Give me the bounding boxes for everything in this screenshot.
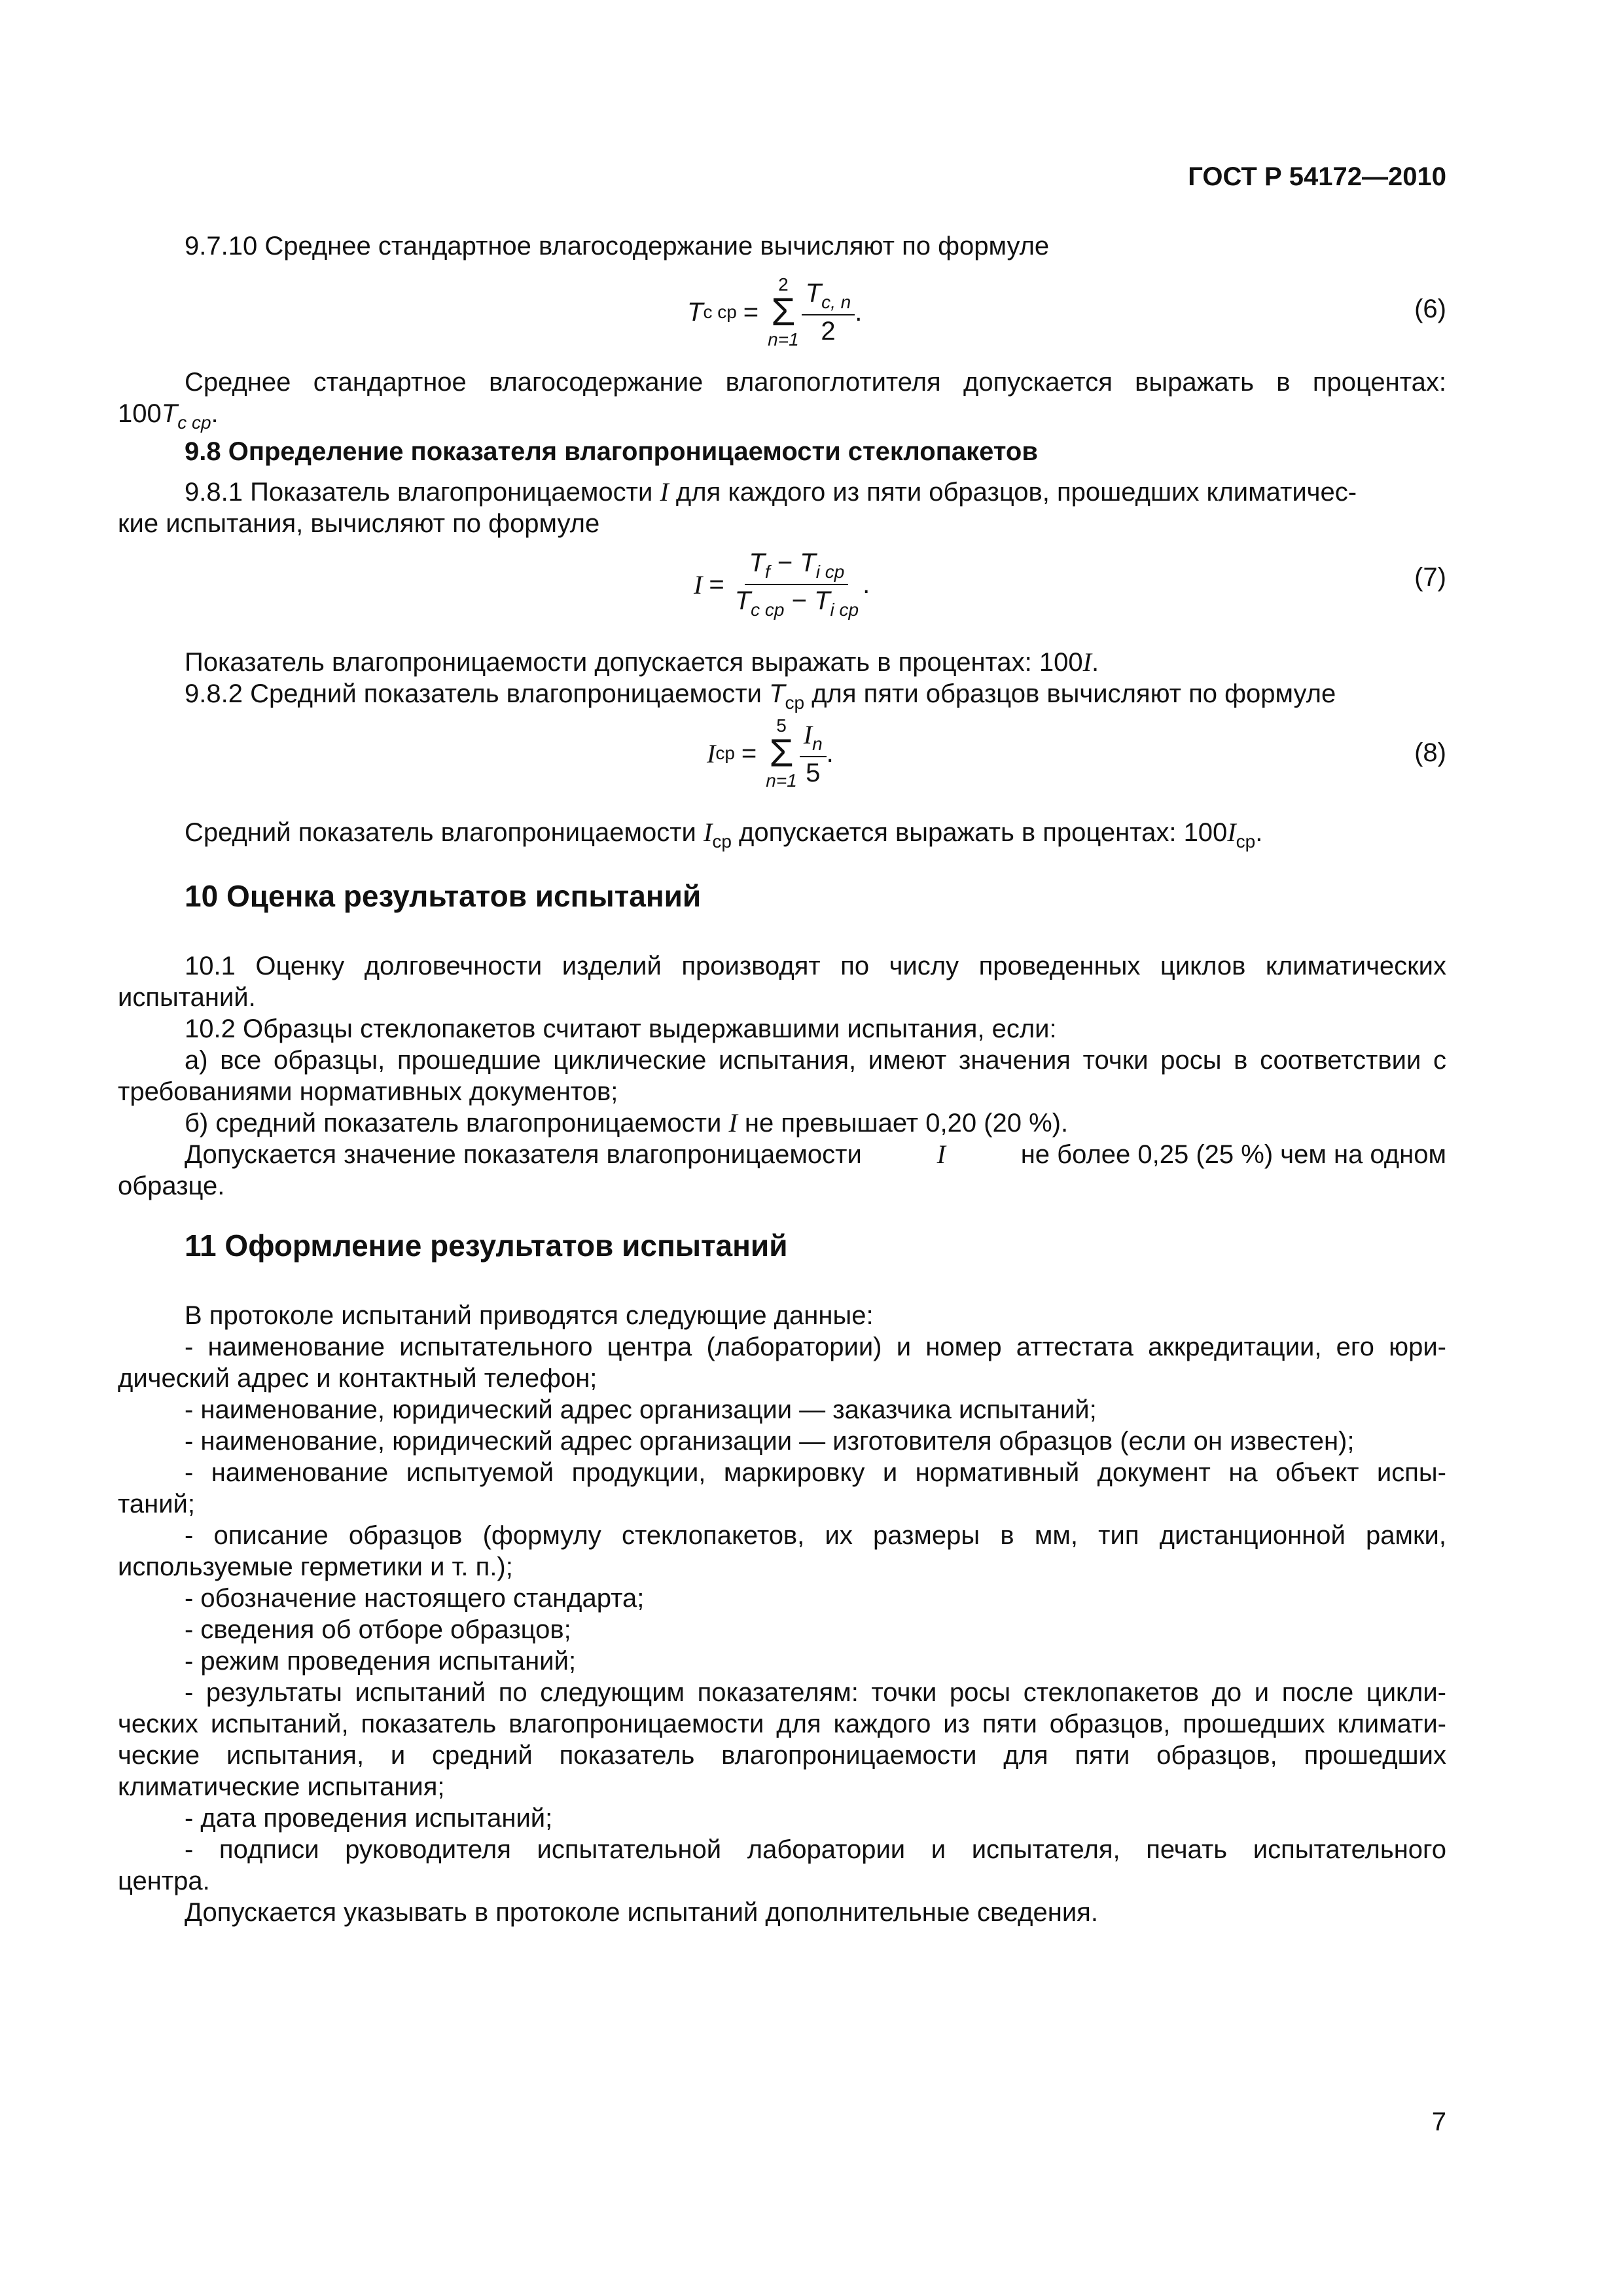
list-line: Допускается указывать в протоколе испытаний дополнительные сведения. bbox=[185, 1898, 1098, 1927]
paragraph-10-1-line2: испытаний. bbox=[118, 983, 256, 1012]
fraction: $\frac{T_f - T_{i ср}}{T_{c ср} - T_{i ср}}$ bbox=[734, 548, 859, 620]
paragraph-9-8-1-line2: кие испытания, вычисляют по формуле bbox=[118, 509, 600, 538]
heading-section-11: 11 Оформление результатов испытаний bbox=[185, 1229, 788, 1263]
paragraph-9-8-2: 9.8.2 Средний показатель влагопроницаемости $T_{ср}$ для пяти образцов вычисляют по формуле bbox=[185, 679, 1336, 713]
heading-section-10: 10 Оценка результатов испытаний bbox=[185, 879, 702, 913]
list-line: - наименование испытательного центра (лаборатории) и номер аттестата аккредитации, его юри- bbox=[185, 1333, 1446, 1361]
paragraph-9-7-10: 9.7.10 Среднее стандартное влагосодержание вычисляют по формуле bbox=[185, 232, 1050, 260]
list-line: климатические испытания; bbox=[118, 1772, 445, 1801]
note-line-1: Среднее стандартное влагосодержание влагопоглотителя допускается выражать в процентах: bbox=[185, 368, 1446, 397]
standard-designation: ГОСТ Р 54172—2010 bbox=[1188, 162, 1446, 191]
paragraph-9-8-percent: Показатель влагопроницаемости допускается выражать в процентах: 100I. bbox=[185, 647, 1099, 677]
paragraph-10-allowed-line1: Допускается значение показателя влагопроницаемости I не более 0,25 (25 %) чем на одном bbox=[185, 1139, 1446, 1169]
list-line: - сведения об отборе образцов; bbox=[185, 1615, 571, 1644]
list-line: ческие испытания, и средний показатель влагопроницаемости для пяти образцов, прошедших bbox=[118, 1741, 1446, 1770]
paragraph-10-allowed-line2: образце. bbox=[118, 1172, 225, 1200]
page-number: 7 bbox=[1431, 2108, 1446, 2136]
list-line: - результаты испытаний по следующим показателям: точки росы стеклопакетов до и после цикли- bbox=[185, 1678, 1446, 1707]
list-line: - режим проведения испытаний; bbox=[185, 1647, 577, 1676]
list-line: центра. bbox=[118, 1867, 210, 1895]
list-line: - наименование испытуемой продукции, маркировку и нормативный документ на объект испы- bbox=[185, 1458, 1446, 1487]
list-line: - наименование, юридический адрес организации — изготовителя образцов (если он известен); bbox=[185, 1427, 1355, 1456]
list-line: ческих испытаний, показатель влагопроницаемости для каждого из пяти образцов, прошедших климати- bbox=[118, 1710, 1446, 1738]
sum-symbol: 5 Σ n=1 bbox=[766, 715, 797, 791]
list-line: В протоколе испытаний приводятся следующие данные: bbox=[185, 1301, 874, 1330]
list-line: используемые герметики и т. п.); bbox=[118, 1552, 513, 1581]
item-a-line2: требованиями нормативных документов; bbox=[118, 1077, 618, 1106]
fraction: $\frac{I_n}{5}$ bbox=[800, 719, 827, 788]
formula-8: I ср = 5 Σ n=1 $\frac{I_n}{5}$ . bbox=[707, 715, 834, 791]
formula-6: T c ср = 2 Σ n=1 $\frac{T_{c, n}}{2}$ . bbox=[687, 274, 863, 350]
item-b: б) средний показатель влагопроницаемости I не превышает 0,20 (20 %). bbox=[185, 1108, 1069, 1138]
equation-number-8: (8) bbox=[1414, 738, 1446, 767]
paragraph-10-1-line1: 10.1 Оценку долговечности изделий производят по числу проведенных циклов климатических bbox=[185, 952, 1446, 980]
item-a-line1: а) все образцы, прошедшие циклические испытания, имеют значения точки росы в соответствии с bbox=[185, 1046, 1446, 1075]
list-line: дический адрес и контактный телефон; bbox=[118, 1364, 597, 1393]
list-line: таний; bbox=[118, 1490, 196, 1518]
list-line: - обозначение настоящего стандарта; bbox=[185, 1584, 645, 1613]
formula-7: I = $\frac{T_f - T_{i ср}}{T_{c ср} - T_{i ср}}$ . bbox=[694, 548, 870, 620]
paragraph-9-8-mean-percent: Средний показатель влагопроницаемости $I_{ср}$ допускается выражать в процентах: $100I_{ср}$. bbox=[185, 817, 1263, 852]
equation-number-6: (6) bbox=[1414, 295, 1446, 323]
list-line: - наименование, юридический адрес организации — заказчика испытаний; bbox=[185, 1395, 1097, 1424]
equation-number-7: (7) bbox=[1414, 563, 1446, 592]
list-line: - описание образцов (формулу стеклопакетов, их размеры в мм, тип дистанционной рамки, bbox=[185, 1521, 1446, 1550]
fraction: $\frac{T_{c, n}}{2}$ bbox=[802, 279, 855, 346]
sum-symbol: 2 Σ n=1 bbox=[768, 274, 799, 350]
note-line-2: $100T_{c ср}$. bbox=[118, 399, 219, 433]
paragraph-9-8-1-line1: 9.8.1 Показатель влагопроницаемости I для каждого из пяти образцов, прошедших климатичес- bbox=[185, 477, 1357, 507]
heading-9-8: 9.8 Определение показателя влагопроницаемости стеклопакетов bbox=[185, 437, 1038, 466]
paragraph-10-2: 10.2 Образцы стеклопакетов считают выдержавшими испытания, если: bbox=[185, 1014, 1057, 1043]
list-line: - подписи руководителя испытательной лаборатории и испытателя, печать испытательного bbox=[185, 1835, 1446, 1864]
list-line: - дата проведения испытаний; bbox=[185, 1804, 553, 1833]
